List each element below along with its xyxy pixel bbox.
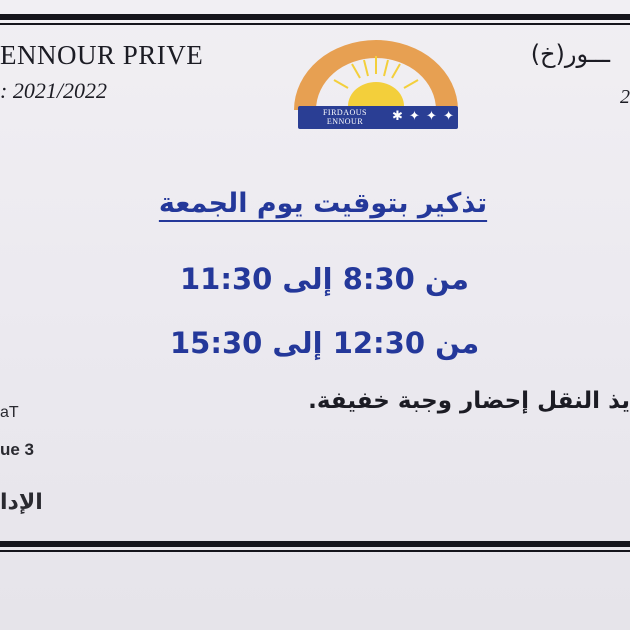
schedule-line-morning: من 8:30 إلى 11:30 (180, 262, 469, 296)
right-edge-fragment: 2 (620, 86, 630, 108)
top-border-thin (0, 23, 630, 25)
left-edge-fragment-2: ue 3 (0, 440, 35, 459)
school-year: : 2021/2022 (0, 78, 107, 103)
bottom-border-thick (0, 541, 630, 547)
notice-title: تذكير بتوقيت يوم الجمعة (158, 188, 488, 219)
sun-icon (348, 82, 404, 106)
schedule-line-afternoon: من 12:30 إلى 15:30 (170, 326, 480, 360)
bottom-border-thin (0, 550, 630, 552)
logo-banner (298, 106, 458, 129)
school-name-arabic: ـــور(خ) (530, 40, 610, 68)
top-border-thick (0, 14, 630, 20)
logo-text (302, 108, 388, 126)
left-edge-fragment-3: الإدا (0, 490, 43, 515)
logo-text-line1: FIRDAOUS (322, 108, 367, 117)
children-figures-icon: ✱ ✦ ✦ ✦ (392, 109, 455, 124)
left-edge-fragment-1: aT (0, 404, 19, 421)
logo-text-line2: ENNOUR (326, 117, 364, 126)
transport-note: يذ النقل إحضار وجبة خفيفة. (308, 388, 630, 414)
school-name-french: ENNOUR PRIVE (0, 40, 204, 70)
